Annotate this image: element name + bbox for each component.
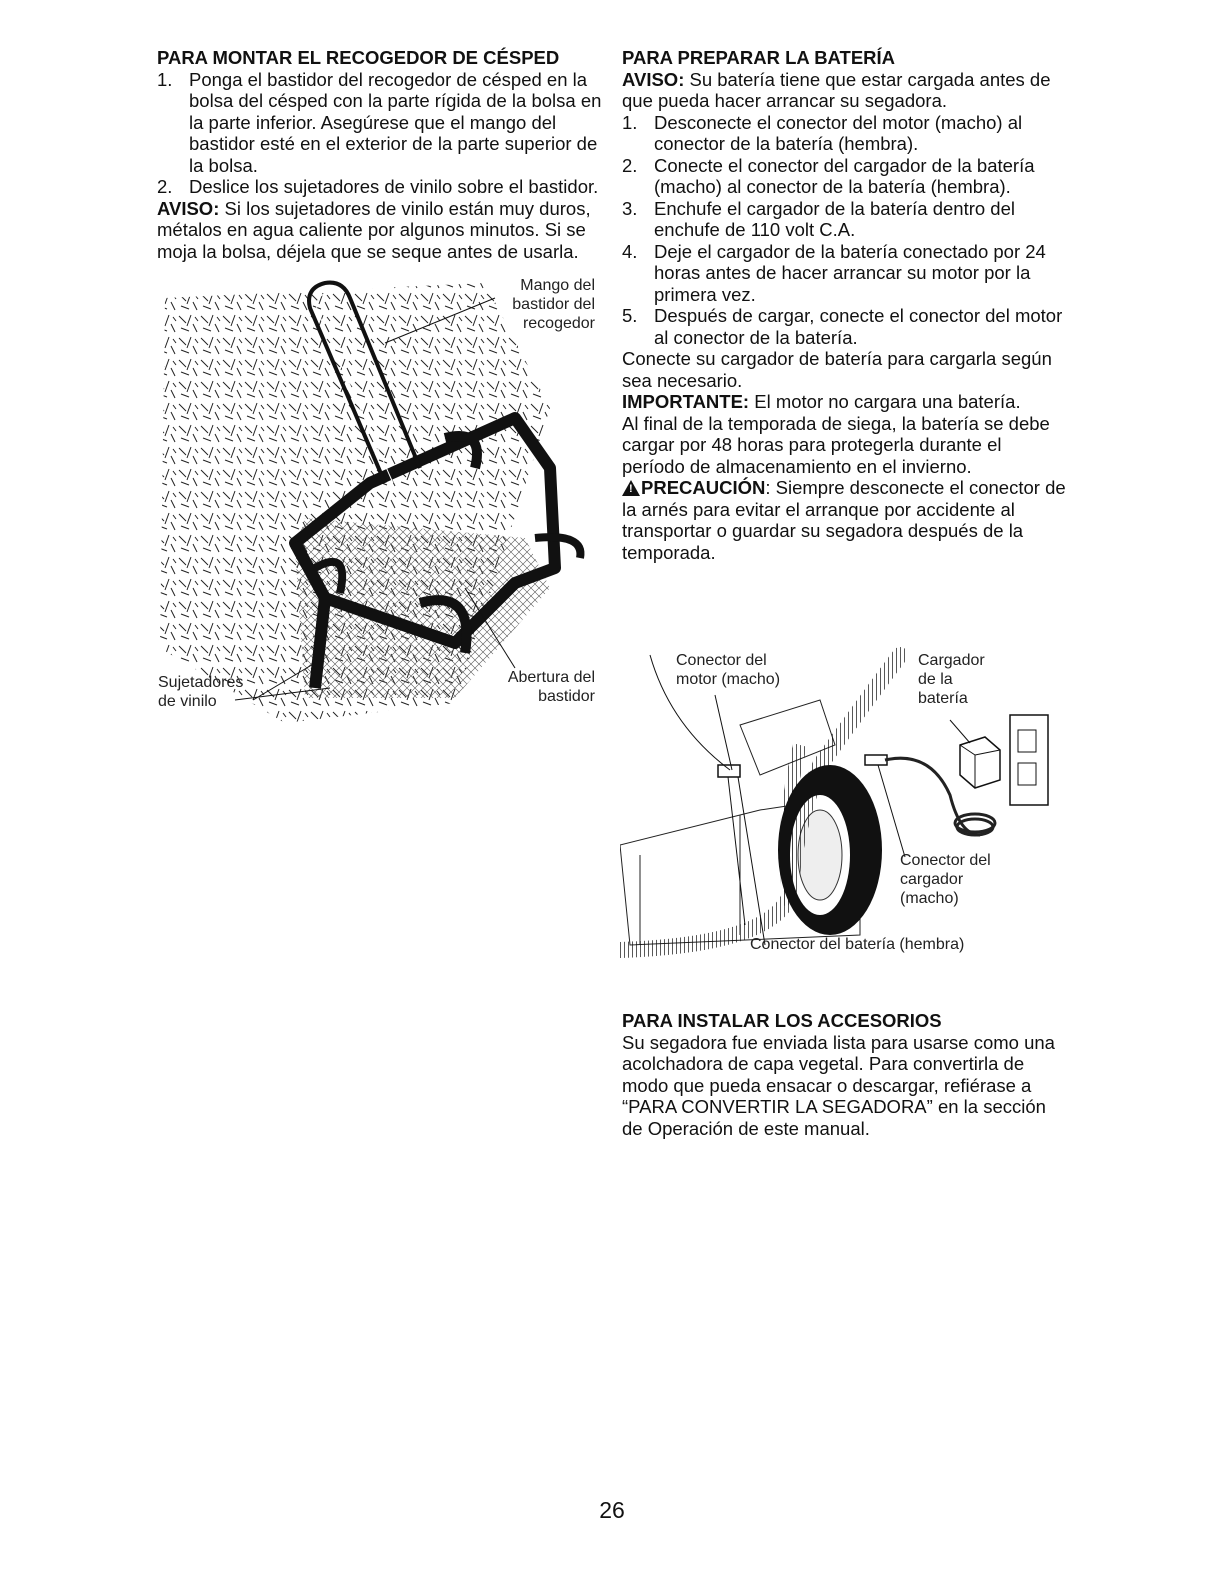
label-conector-cargador: Conector del cargador (macho) (900, 852, 991, 907)
battery-figure (620, 645, 1060, 965)
list-item: 3. Enchufe el cargador de la batería dentro del enchufe de 110 volt C.A. (622, 197, 1015, 240)
grass-catcher-figure (155, 268, 600, 728)
list-item: 1. Desconecte el conector del motor (macho) al conector de la batería (hembra). (622, 111, 1023, 154)
importante-paragraph: IMPORTANTE: El motor no cargara una batería. (622, 391, 1021, 412)
right-column (622, 47, 1067, 563)
label-sujetadores: Sujetadores de vinilo (158, 674, 244, 710)
list-item: 2. Conecte el conector del cargador de la batería (macho) al conector de la batería (hembra). (622, 154, 1035, 197)
accesorios-section (622, 1010, 1062, 1139)
warning-icon: ! (622, 480, 640, 496)
label-abertura: Abertura del bastidor (507, 669, 595, 705)
page-number: 26 (599, 1497, 625, 1523)
label-conector-motor: Conector del motor (macho) (676, 652, 781, 688)
list-item: 4. Deje el cargador de la batería conectado por 24 horas antes de hacer arrancar su motor por la primera vez. (622, 240, 1046, 305)
heading-montar-recogedor: PARA MONTAR EL RECOGEDOR DE CÉSPED (157, 47, 560, 68)
list-item: 2. Deslice los sujetadores de vinilo sobre el bastidor. (157, 176, 599, 197)
season-paragraph: Al final de la temporada de siega, la batería se debe cargar por 48 horas para protegerla durante el período de almacenamiento en el invierno. (622, 412, 1050, 477)
grass-catcher-illustration (155, 268, 600, 728)
accesorios-paragraph: Su segadora fue enviada lista para usarse como una acolchadora de capa vegetal. Para convertirla de modo que pueda ensacar o descargar, refiérase a “PARA CONVERTIR LA SEGADORA” en la sección de Operación de este manual. (622, 1031, 1055, 1139)
steps-montar (157, 69, 602, 198)
label-cargador: Cargador de la batería (918, 652, 985, 707)
precaucion-paragraph: ! PRECAUCIÓN: Siempre desconecte el conector de la arnés para evitar el arranque por accidente al transportar o guardar su segadora después de la temporada. (622, 477, 1066, 563)
aviso-paragraph: AVISO: Si los sujetadores de vinilo están muy duros, métalos en agua caliente por algunos minutos. Si se moja la bolsa, déjela que se seque antes de usarla. (157, 197, 591, 262)
heading-preparar-bateria: PARA PREPARAR LA BATERÍA (622, 47, 896, 68)
label-mango-bastidor: Mango del bastidor del recogedor (512, 277, 595, 332)
heading-accesorios: PARA INSTALAR LOS ACCESORIOS (622, 1010, 942, 1031)
list-item: 1. Ponga el bastidor del recogedor de césped en la bolsa del césped con la parte rígida de la bolsa en la parte inferior. Asegúrese que el mango del bastidor esté en el exterior de la parte superior de la bolsa. (157, 68, 602, 176)
list-item: 5. Después de cargar, conecte el conector del motor al conector de la batería. (622, 305, 1063, 348)
label-conector-bateria: Conector del batería (hembra) (750, 936, 965, 953)
aviso-bateria: AVISO: Su batería tiene que estar cargada antes de que pueda hacer arrancar su segadora. (622, 68, 1051, 111)
steps-bateria (622, 112, 1067, 349)
left-column (157, 47, 602, 262)
connect-paragraph: Conecte su cargador de batería para cargarla según sea necesario. (622, 348, 1052, 391)
